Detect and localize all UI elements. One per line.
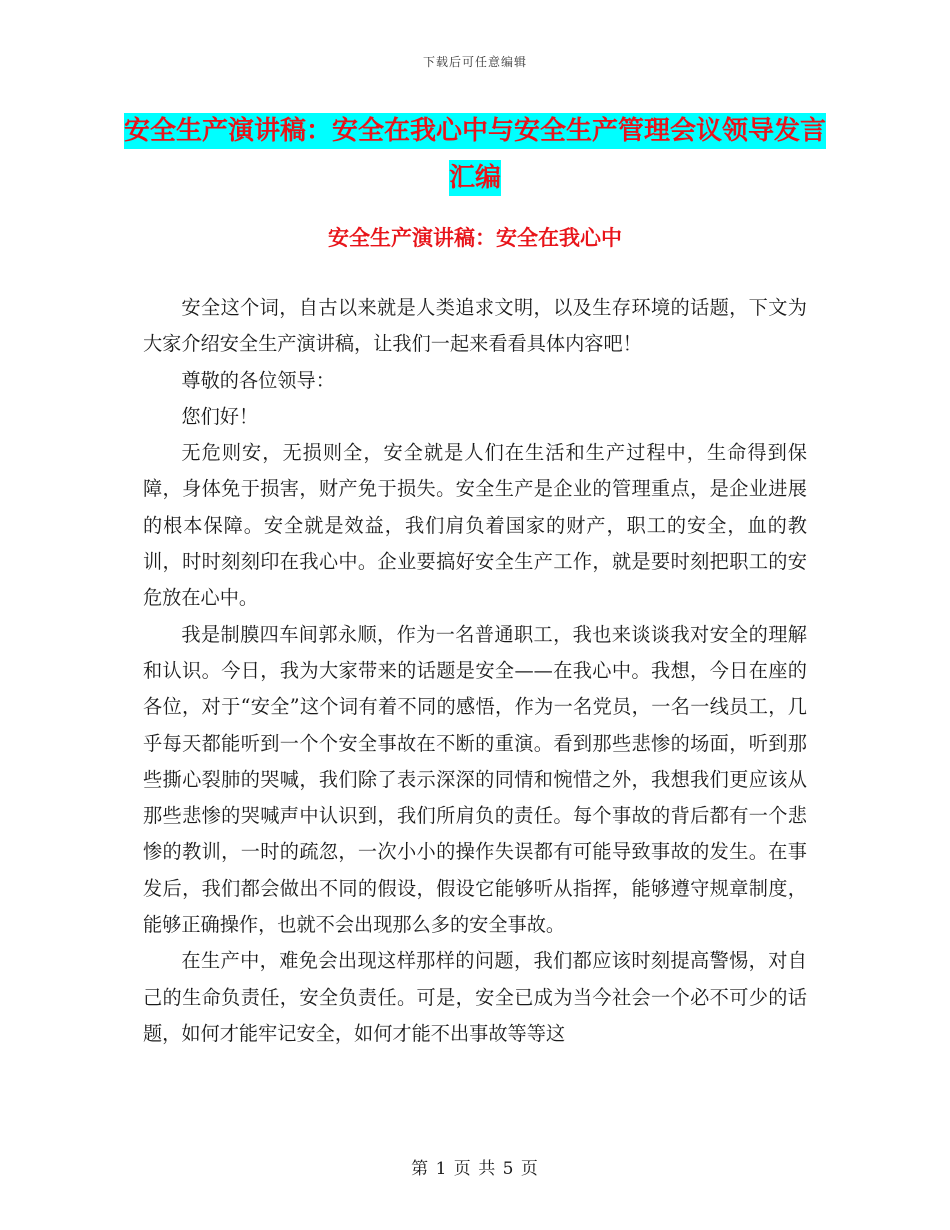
page-footer: 第 1 页 共 5 页 bbox=[411, 1159, 539, 1179]
paragraph-production: 在生产中，难免会出现这样那样的问题，我们都应该时刻提高警惕，对自己的生命负责任，安全负责任。可是，安全已成为当今社会一个必不可少的话题，如何才能牢记安全，如何才能不出事故等等这 bbox=[143, 949, 807, 1045]
paragraph-speaker-intro: 我是制膜四车间郭永顺，作为一名普通职工，我也来谈谈我对安全的理解和认识。今日，我为大家带来的话题是安全——在我心中。我想，今日在座的各位，对于“安全”这个词有着不同的感悟，作为一名党员，一名一线员工，几乎每天都能听到一个个安全事故在不断的重演。看到那些悲惨的场面，听到那些撕心裂肺的哭喊，我们除了表示深深的同情和惋惜之外，我想我们更应该从那些悲惨的哭喊声中认识到，我们所肩负的责任。每个事故的背后都有一个悲惨的教训，一时的疏忽，一次小小的操作失误都有可能导致事故的发生。在事发后，我们都会做出不同的假设，假设它能够听从指挥，能够遵守规章制度，能够正确操作，也就不会出现那么多的安全事故。 bbox=[143, 622, 807, 937]
body-text bbox=[143, 290, 807, 1052]
document-title-text: 安全生产演讲稿：安全在我心中与安全生产管理会议领导发言汇编 bbox=[124, 113, 826, 196]
document-title bbox=[120, 108, 830, 202]
paragraph-salutation: 尊敬的各位领导： bbox=[181, 368, 335, 392]
paragraph-intro: 安全这个词，自古以来就是人类追求文明，以及生存环境的话题，下文为大家介绍安全生产演讲稿，让我们一起来看看具体内容吧！ bbox=[143, 296, 807, 356]
paragraph-safety-definition: 无危则安，无损则全，安全就是人们在生活和生产过程中，生命得到保障，身体免于损害，财产免于损失。安全生产是企业的管理重点，是企业进展的根本保障。安全就是效益，我们肩负着国家的财产，职工的安全，血的教训，时时刻刻印在我心中。企业要搞好安全生产工作，就是要时刻把职工的安危放在心中。 bbox=[143, 441, 807, 610]
paragraph-greeting: 您们好！ bbox=[181, 404, 259, 428]
header-note: 下载后可任意编辑 bbox=[422, 55, 527, 69]
section-title: 安全生产演讲稿：安全在我心中 bbox=[328, 226, 622, 250]
